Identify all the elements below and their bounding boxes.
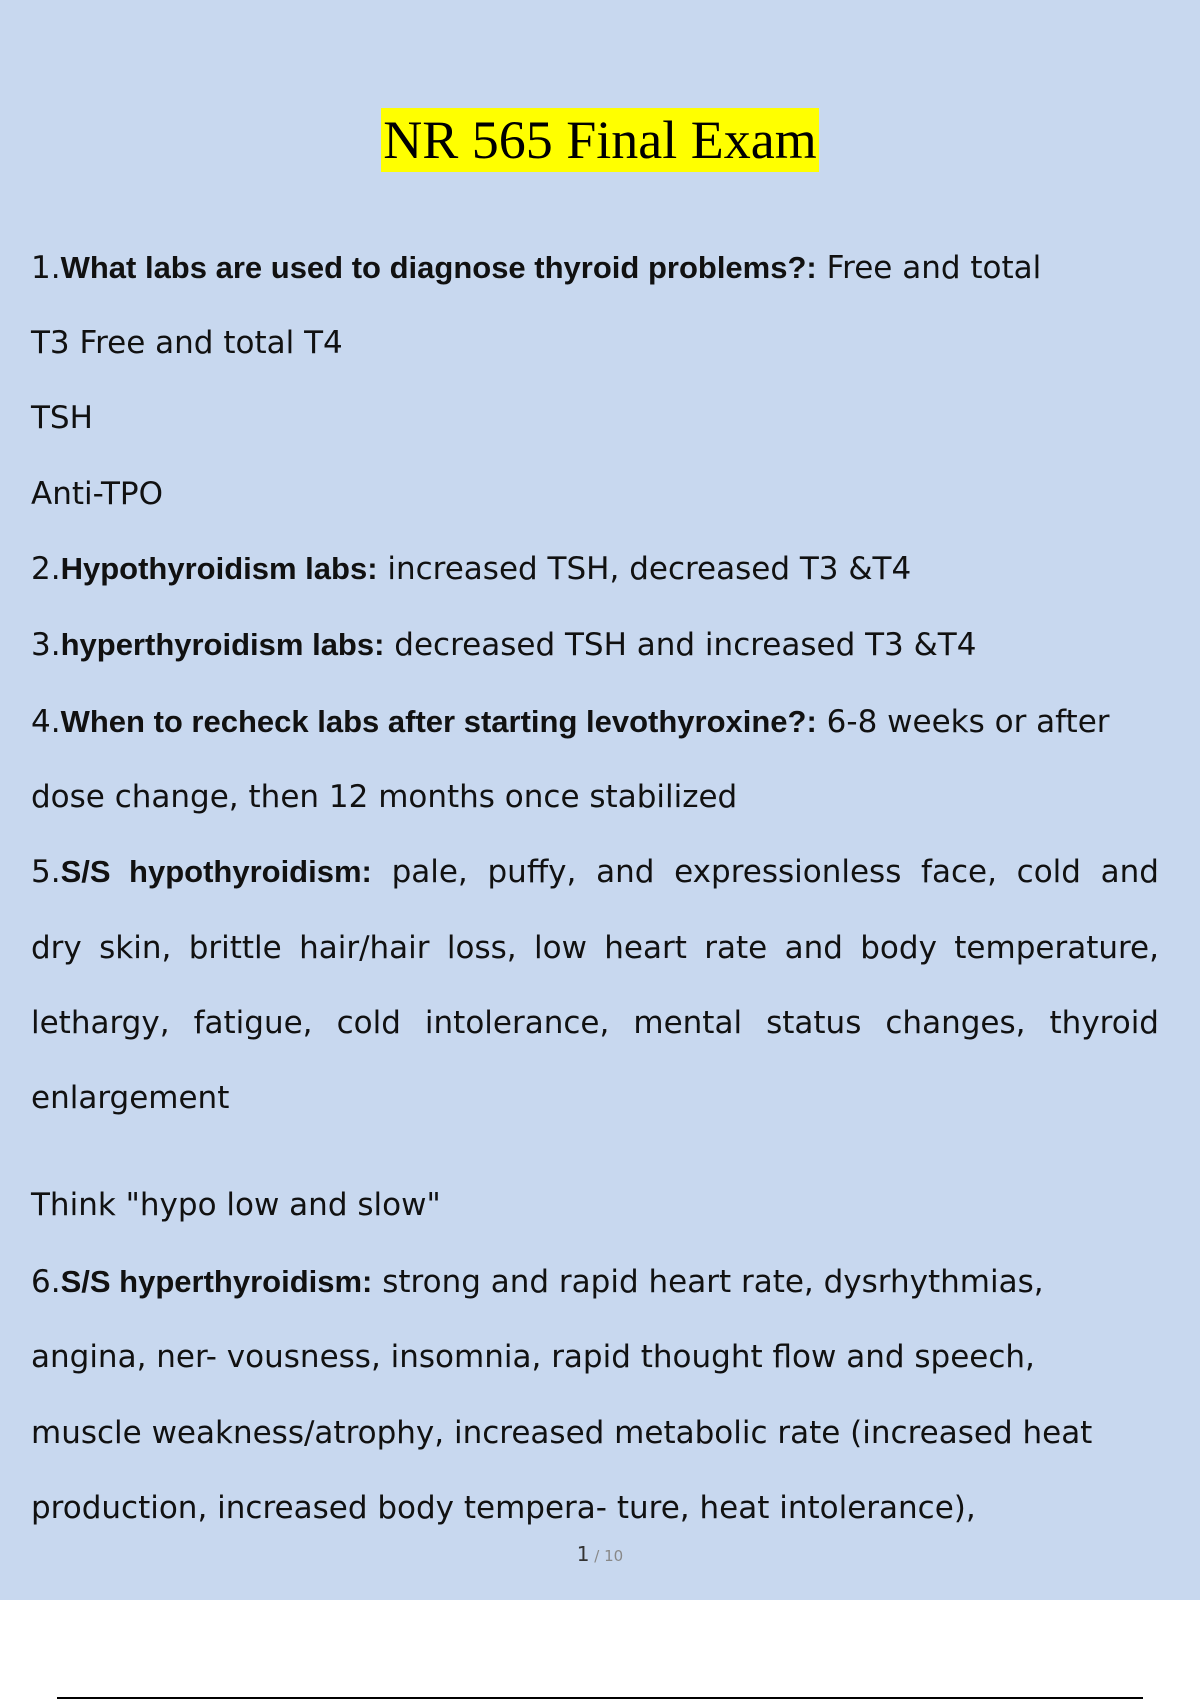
item-6-answer: strong and rapid heart rate, dysrhythmias, — [372, 1264, 1044, 1300]
item-4-answer: 6-8 weeks or after — [816, 704, 1110, 740]
item-6-question: S/S hyperthyroidism: — [60, 1264, 373, 1299]
item-1-first-line — [31, 248, 1041, 288]
item-3-first-line — [31, 625, 976, 665]
item-4-answer-line: dose change, then 12 months once stabilized — [31, 779, 738, 815]
item-6-number: 6. — [31, 1264, 61, 1300]
item-4-question: When to recheck labs after starting levothyroxine?: — [60, 704, 817, 739]
item-1-answer-line: T3 Free and total T4 — [31, 325, 343, 361]
item-5-answer-line: lethargy, fatigue, cold intolerance, mental status changes, thyroid — [31, 1005, 1159, 1041]
current-page: 1 — [576, 1542, 590, 1566]
item-5-answer-line: enlargement — [31, 1080, 230, 1116]
item-3-number: 3. — [31, 627, 61, 663]
item-3-question: hyperthyroidism labs: — [60, 627, 385, 662]
item-5-answer-line: dry skin, brittle hair/hair loss, low heart rate and body temperature, — [31, 930, 1159, 966]
item-2-question: Hypothyroidism labs: — [60, 551, 378, 586]
item-6-answer-line: production, increased body tempera- ture, heat intolerance), — [31, 1490, 976, 1526]
item-5-first-line — [31, 852, 1159, 892]
item-3-answer: decreased TSH and increased T3 &T4 — [384, 627, 977, 663]
item-6-answer-line: muscle weakness/atrophy, increased metabolic rate (increased heat — [31, 1415, 1093, 1451]
item-1-number: 1. — [31, 250, 61, 286]
item-5-answer: pale, puffy, and expressionless face, cold and — [371, 854, 1159, 890]
item-1-answer: Free and total — [816, 250, 1042, 286]
page-number — [0, 1542, 1200, 1566]
total-pages: / 10 — [589, 1547, 624, 1565]
item-2-answer: increased TSH, decreased T3 &T4 — [377, 551, 912, 587]
page-title: NR 565 Final Exam — [383, 110, 817, 170]
item-5-number: 5. — [31, 854, 61, 890]
item-2-first-line — [31, 549, 911, 589]
item-2-number: 2. — [31, 551, 61, 587]
item-1-question: What labs are used to diagnose thyroid problems?: — [60, 250, 817, 285]
item-6-first-line — [31, 1262, 1044, 1302]
item-1-answer-line: TSH — [31, 400, 93, 436]
item-4-number: 4. — [31, 704, 61, 740]
item-6-answer-line: angina, ner- vousness, insomnia, rapid thought flow and speech, — [31, 1339, 1035, 1375]
item-5-note: Think "hypo low and slow" — [31, 1187, 441, 1223]
item-1-answer-line: Anti-TPO — [31, 476, 163, 512]
item-4-first-line — [31, 702, 1110, 742]
footer-divider — [57, 1697, 1143, 1699]
item-5-question: S/S hypothyroidism: — [60, 854, 372, 889]
title-container — [0, 108, 1200, 172]
